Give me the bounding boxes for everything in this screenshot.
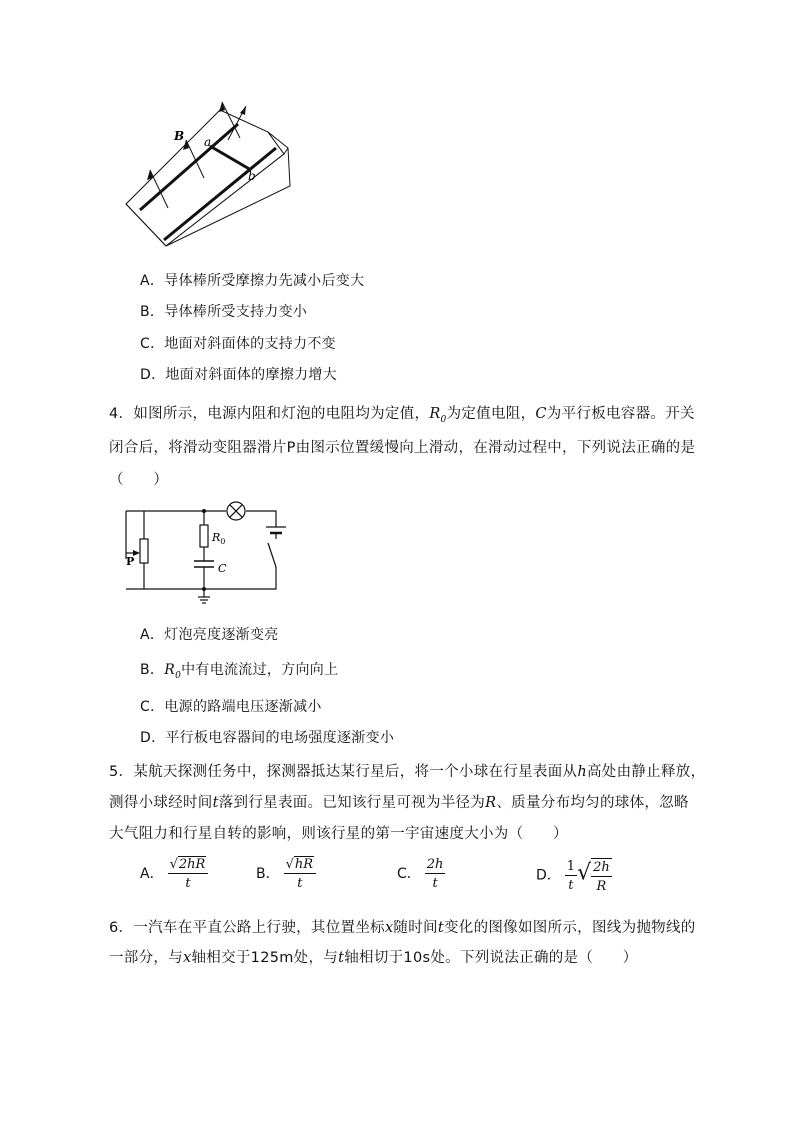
q5-option-d: D． $\frac{1}{t}$ √ $\frac{2h}{R}$: [536, 858, 610, 894]
q5-option-b: B． $\frac{√hR}{t}$: [256, 858, 316, 890]
label-a: a: [204, 135, 212, 149]
q5-stem-line1: 5．某航天探测任务中，探测器抵达某行星后，将一个小球在行星表面从h高处由静止释放，: [109, 764, 706, 780]
q4-option-a: A．灯泡亮度逐渐变亮: [140, 627, 279, 643]
q4-stem-line3: （ ）: [109, 472, 169, 488]
resistor-r0: [200, 525, 208, 547]
label-R0: $R_0$: [212, 531, 226, 546]
q4-option-b: B．$R_0$中有电流流过，方向向上: [140, 662, 339, 681]
rheostat: [140, 539, 148, 563]
q5-stem-line2: 测得小球经时间t落到行星表面。已知该行星可视为半径为R、质量分布均匀的球体，忽略: [109, 795, 689, 811]
label-B: B: [174, 129, 185, 143]
q4-stem-line1: 4．如图所示，电源内阻和灯泡的电阻均为定值，$R_0$为定值电阻，C为平行板电容器。开关: [109, 406, 695, 425]
q3-option-c: C．地面对斜面体的支持力不变: [140, 336, 336, 352]
q3-option-d: D．地面对斜面体的摩擦力增大: [140, 367, 337, 383]
label-b: b: [248, 169, 256, 183]
q3-option-b: B．导体棒所受支持力变小: [140, 304, 308, 320]
label-P: P: [126, 555, 135, 568]
q5-stem-line3: 大气阻力和行星自转的影响，则该行星的第一宇宙速度大小为（ ）: [109, 826, 568, 842]
circuit-diagram: [118, 495, 293, 610]
q5-option-a: A． $\frac{√2hR}{t}$: [140, 858, 208, 890]
r0-symbol: $R_0$: [429, 406, 447, 425]
label-C: C: [218, 562, 227, 575]
q4-stem-line2: 闭合后，将滑动变阻器滑片P由图示位置缓慢向上滑动，在滑动过程中，下列说法正确的是: [109, 440, 696, 456]
q4-option-d: D．平行板电容器间的电场强度逐渐变小: [140, 730, 395, 746]
q5-option-c: C． $\frac{2h}{t}$: [397, 857, 444, 891]
q6-stem-line1: 6．一汽车在平直公路上行驶，其位置坐标x随时间t变化的图像如图所示，图线为抛物线的: [109, 920, 696, 936]
q6-stem-line2: 一部分，与x轴相交于125m处，与t轴相切于10s处。下列说法正确的是（ ）: [109, 950, 638, 966]
q4-option-c: C．电源的路端电压逐渐减小: [140, 699, 322, 715]
q3-option-a: A．导体棒所受摩擦力先减小后变大: [140, 273, 365, 289]
switch: [268, 543, 276, 567]
incline-figure: [120, 100, 300, 250]
